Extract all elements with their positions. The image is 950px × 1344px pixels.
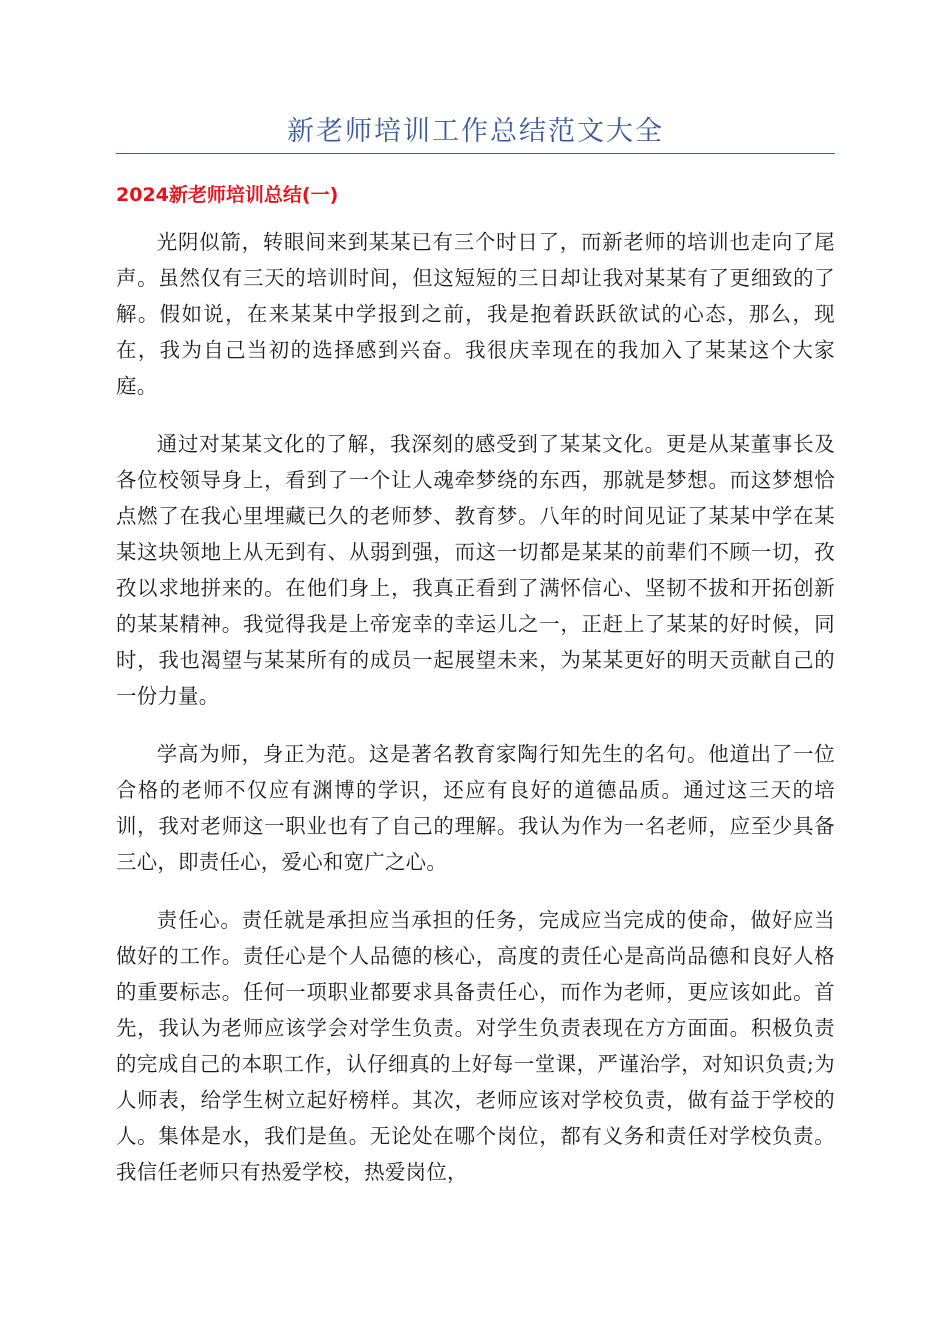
title-underline	[116, 153, 835, 154]
section-heading: 2024新老师培训总结(一)	[116, 184, 339, 206]
paragraph-1: 光阴似箭，转眼间来到某某已有三个时日了，而新老师的培训也走向了尾声。虽然仅有三天的培训时间，但这短短的三日却让我对某某有了更细致的了解。假如说，在来某某中学报到之前，我是抱着跃跃欲试的心态，那么，现在，我为自己当初的选择感到兴奋。我很庆幸现在的我加入了某某这个大家庭。	[116, 230, 835, 398]
document-title: 新老师培训工作总结范文大全	[287, 116, 664, 147]
body-text	[116, 224, 835, 1212]
paragraph-4: 责任心。责任就是承担应当承担的任务，完成应当完成的使命，做好应当做好的工作。责任心是个人品德的核心，高度的责任心是高尚品德和良好人格的重要标志。任何一项职业都要求具备责任心，而作为老师，更应该如此。首先，我认为老师应该学会对学生负责。对学生负责表现在方方面面。积极负责的完成自己的本职工作，认仔细真的上好每一堂课，严谨治学，对知识负责;为人师表，给学生树立起好榜样。其次，老师应该对学校负责，做有益于学校的人。集体是水，我们是鱼。无论处在哪个岗位，都有义务和责任对学校负责。我信任老师只有热爱学校，热爱岗位，	[116, 908, 835, 1184]
paragraph-3: 学高为师，身正为范。这是著名教育家陶行知先生的名句。他道出了一位合格的老师不仅应有渊博的学识，还应有良好的道德品质。通过这三天的培训，我对老师这一职业也有了自己的理解。我认为作为一名老师，应至少具备三心，即责任心，爱心和宽广之心。	[116, 742, 835, 874]
paragraph-2: 通过对某某文化的了解，我深刻的感受到了某某文化。更是从某董事长及各位校领导身上，看到了一个让人魂牵梦绕的东西，那就是梦想。而这梦想恰点燃了在我心里埋藏已久的老师梦、教育梦。八年的时间见证了某某中学在某某这块领地上从无到有、从弱到强，而这一切都是某某的前辈们不顾一切，孜孜以求地拼来的。在他们身上，我真正看到了满怀信心、坚韧不拔和开拓创新的某某精神。我觉得我是上帝宠幸的幸运儿之一，正赶上了某某的好时候，同时，我也渴望与某某所有的成员一起展望未来，为某某更好的明天贡献自己的一份力量。	[116, 432, 835, 708]
